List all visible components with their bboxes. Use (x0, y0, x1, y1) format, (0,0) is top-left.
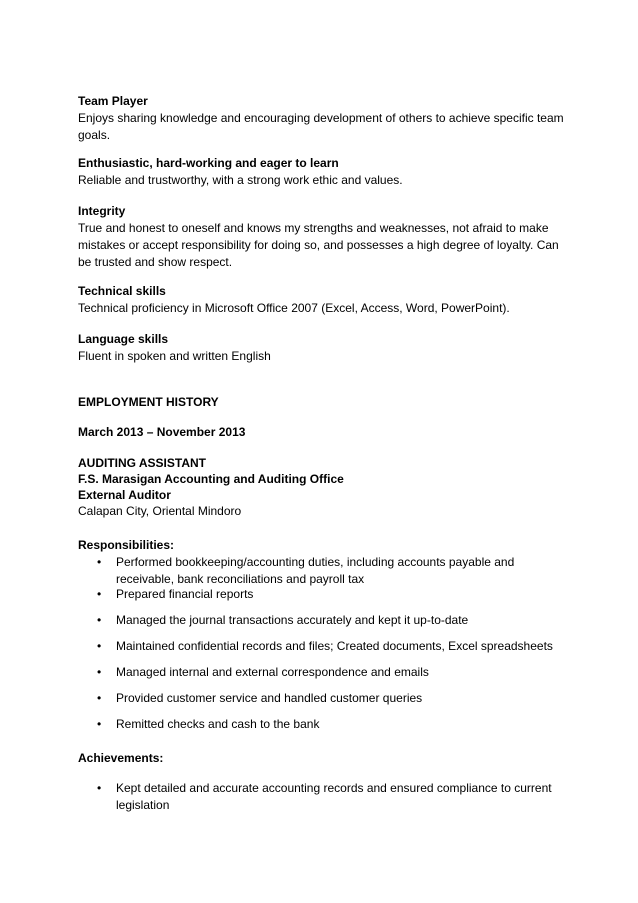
responsibility-text: Performed bookkeeping/accounting duties, including accounts payable and receivable, bank reconciliations and payroll tax (116, 555, 515, 586)
bullet-icon: • (97, 555, 102, 569)
bullet-icon: • (97, 691, 102, 705)
skill-text-enthusiastic: Reliable and trustworthy, with a strong work ethic and values. (78, 173, 403, 187)
skill-text-integrity: True and honest to oneself and knows my strengths and weaknesses, not afraid to make mistakes or accept responsibility for doing so, and possesses a high degree of loyalty. Can be trusted and show respect. (78, 221, 559, 269)
responsibility-text: Managed the journal transactions accurately and kept it up-to-date (116, 613, 469, 627)
job-title: AUDITING ASSISTANT (78, 456, 206, 470)
skill-text-technical: Technical proficiency in Microsoft Office 2007 (Excel, Access, Word, PowerPoint). (78, 301, 510, 315)
skill-text-language: Fluent in spoken and written English (78, 349, 271, 363)
company-name: F.S. Marasigan Accounting and Auditing Office (78, 472, 344, 486)
responsibility-text: Provided customer service and handled customer queries (116, 691, 423, 705)
skill-heading-team-player: Team Player (78, 94, 148, 108)
responsibility-text: Prepared financial reports (116, 587, 254, 601)
skill-heading-language: Language skills (78, 332, 169, 346)
skill-heading-integrity: Integrity (78, 204, 126, 218)
job-role: External Auditor (78, 488, 171, 502)
bullet-icon: • (97, 613, 102, 627)
bullet-icon: • (97, 587, 102, 601)
skill-heading-enthusiastic: Enthusiastic, hard-working and eager to learn (78, 156, 339, 170)
responsibility-text: Maintained confidential records and files; Created documents, Excel spreadsheets (116, 639, 553, 653)
skill-text-team-player: Enjoys sharing knowledge and encouraging development of others to achieve specific team goals. (78, 111, 564, 142)
bullet-icon: • (97, 665, 102, 679)
section-title-employment-history: EMPLOYMENT HISTORY (78, 395, 219, 409)
job-location: Calapan City, Oriental Mindoro (78, 504, 242, 518)
achievements-label: Achievements: (78, 751, 164, 765)
achievement-text: Kept detailed and accurate accounting records and ensured compliance to current legislation (116, 781, 552, 812)
responsibilities-label: Responsibilities: (78, 538, 175, 552)
bullet-icon: • (97, 639, 102, 653)
responsibility-text: Remitted checks and cash to the bank (116, 717, 320, 731)
bullet-icon: • (97, 717, 102, 731)
bullet-icon: • (97, 781, 102, 795)
responsibility-text: Managed internal and external correspondence and emails (116, 665, 429, 679)
skill-heading-technical: Technical skills (78, 284, 166, 298)
employment-period: March 2013 – November 2013 (78, 425, 246, 439)
